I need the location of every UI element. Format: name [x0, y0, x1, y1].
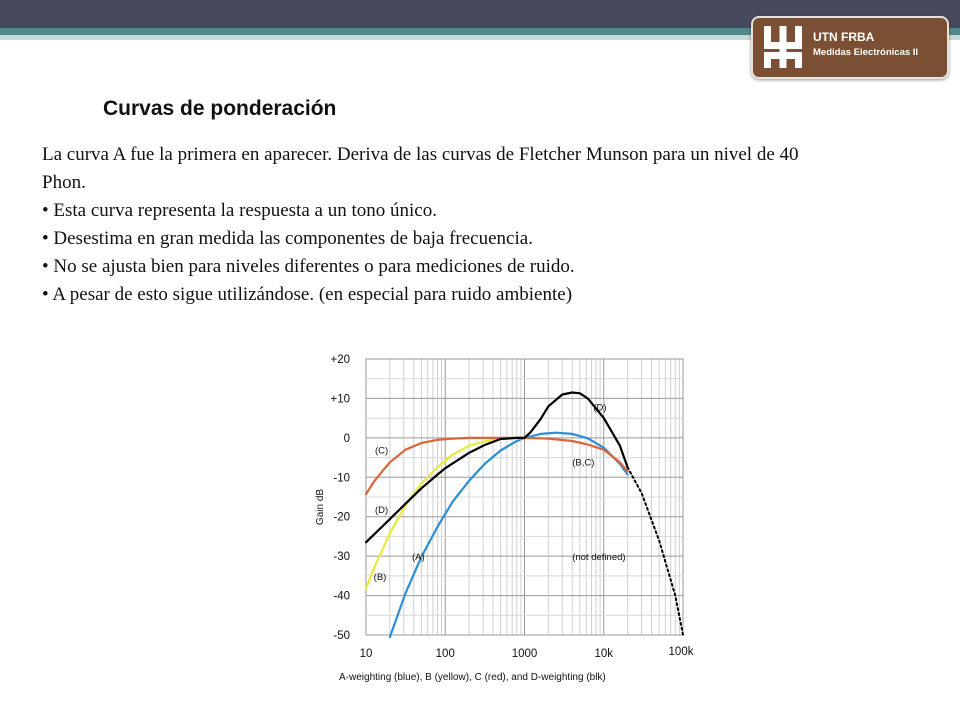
- bullet-item: • Desestima en gran medida las componentes de baja frecuencia.: [42, 228, 533, 249]
- y-tick-label: -30: [333, 551, 350, 564]
- curve-annotation: (B): [373, 571, 387, 583]
- utn-logo-icon: [761, 24, 805, 70]
- curve-annotation: (B,C): [572, 457, 595, 469]
- body-paragraph: La curva A fue la primera en aparecer. Deriva de las curvas de Fletcher Munson para un nivel de 40 Phon.: [42, 144, 799, 193]
- x-tick-label: 1000: [511, 648, 538, 660]
- y-tick-label: +10: [330, 393, 350, 406]
- bullet-item: • A pesar de esto sigue utilizándose. (en especial para ruido ambiente): [42, 284, 573, 305]
- logo-title: UTN FRBA: [813, 30, 875, 44]
- bullet-item: • No se ajusta bien para niveles diferentes o para mediciones de ruido.: [42, 256, 575, 277]
- chart-svg: [305, 335, 707, 695]
- logo-subtitle: Medidas Electrónicas II: [813, 47, 919, 58]
- x-tick-label: 100k: [668, 646, 694, 658]
- x-tick-label: 10k: [594, 648, 614, 660]
- curve-annotation: (not defined): [572, 552, 626, 564]
- y-axis-label: Gain dB: [315, 488, 326, 526]
- x-tick-label: 100: [435, 648, 455, 660]
- weighting-curves-chart: [305, 335, 707, 695]
- utn-logo-badge: [751, 16, 949, 79]
- y-tick-label: -10: [333, 472, 350, 485]
- y-tick-label: -50: [333, 630, 350, 642]
- x-axis-label: A-weighting (blue), B (yellow), C (red), and D-weighting (blk): [339, 672, 606, 683]
- y-tick-label: +20: [330, 354, 350, 366]
- slide-title: Curvas de ponderación: [103, 97, 337, 120]
- curve-annotation: (A): [411, 552, 425, 564]
- x-tick-label: 10: [359, 648, 373, 660]
- bullet-item: • Esta curva representa la respuesta a un tono único.: [42, 200, 437, 221]
- curve-annotation: (D): [375, 504, 389, 516]
- curve-annotation: (C): [375, 445, 389, 457]
- y-tick-label: 0: [343, 432, 350, 445]
- curve-annotation: (D): [593, 402, 607, 414]
- y-tick-label: -20: [333, 511, 350, 524]
- y-tick-label: -40: [333, 590, 350, 603]
- slide-body: [42, 141, 832, 309]
